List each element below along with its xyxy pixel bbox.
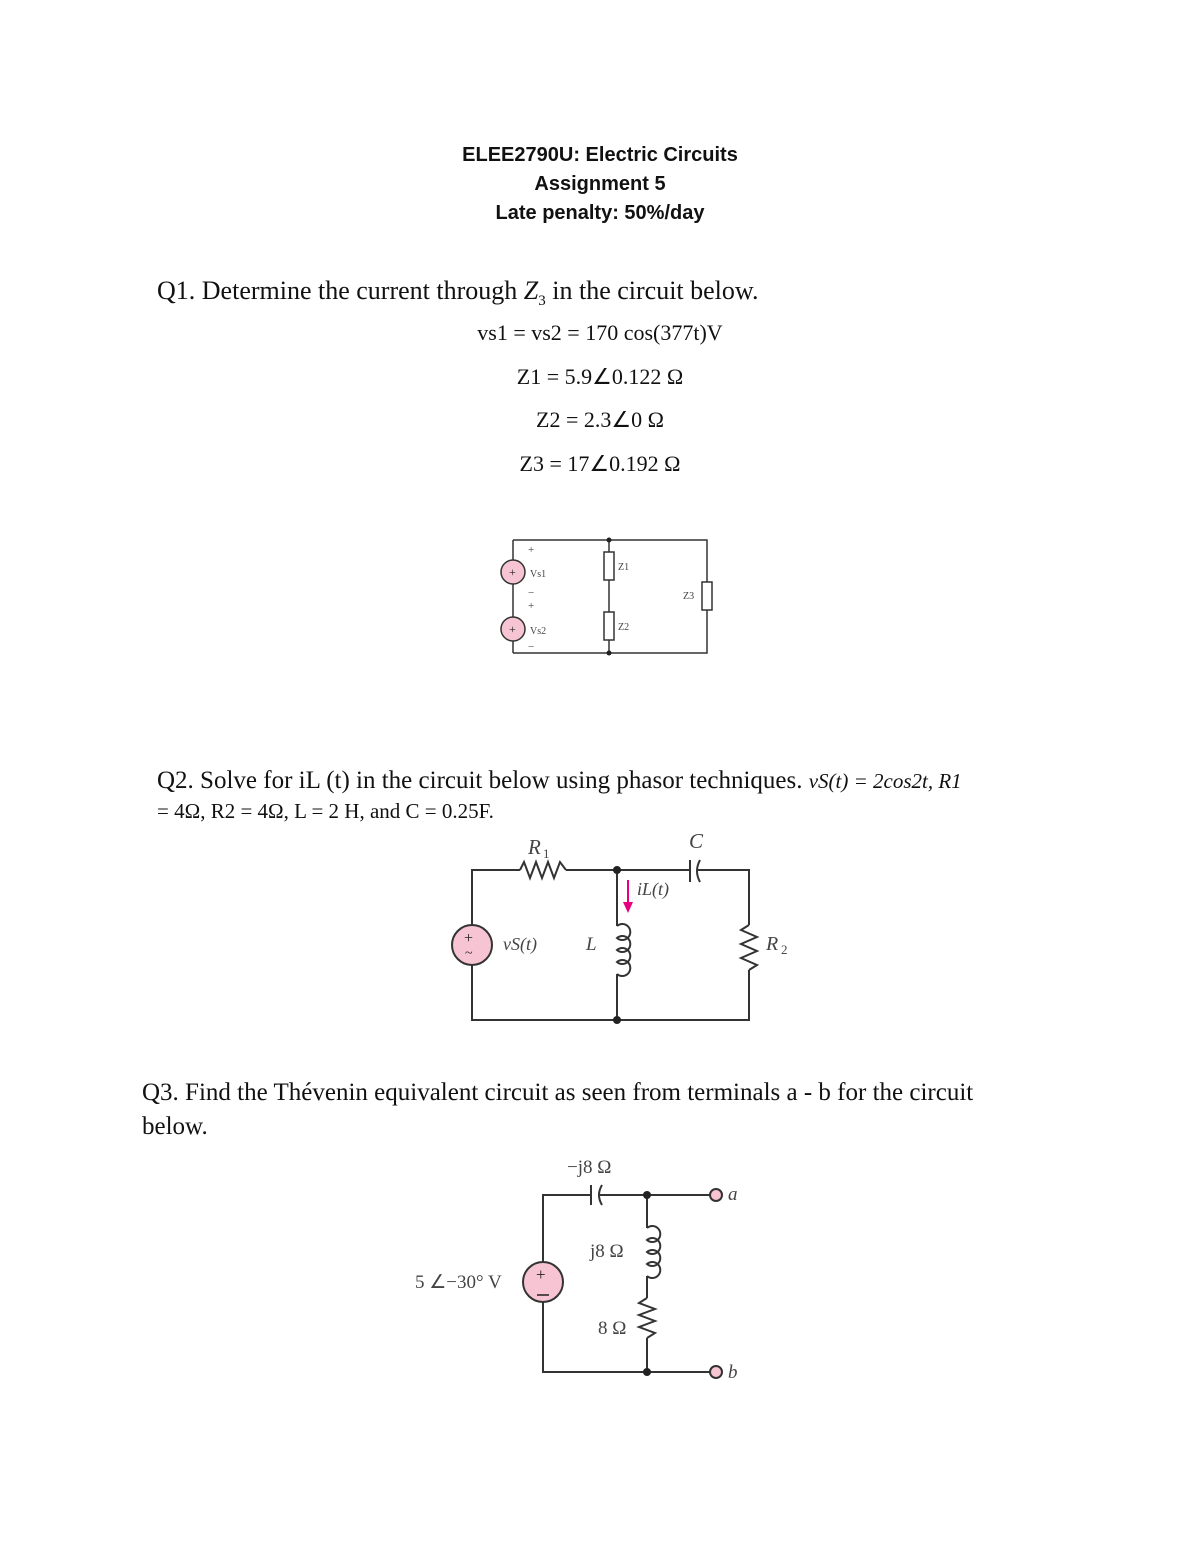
q3-terminal-a-label: a [728, 1184, 738, 1205]
q2-r1-sub: 1 [543, 846, 550, 861]
course-title: ELEE2790U: Electric Circuits [462, 144, 738, 166]
q2-il-label: iL(t) [637, 879, 670, 899]
q2-r2-label: R [766, 933, 779, 955]
q2-c-label: C [689, 829, 704, 853]
svg-text:+: + [509, 622, 516, 636]
terminal-a-icon [710, 1189, 722, 1201]
q1-z3-label: Z3 [683, 591, 695, 602]
q1-text-b: in the circuit below. [545, 276, 759, 305]
late-penalty: Late penalty: 50%/day [495, 202, 705, 224]
svg-text:~: ~ [465, 946, 473, 961]
q1-z1-label: Z1 [618, 562, 630, 573]
q2-r1-label: R [528, 835, 541, 859]
q2-text-b: vS(t) = 2cos2t, R1 [808, 769, 962, 793]
q1-plus-2: + [528, 600, 535, 612]
q1-eq-z1: Z1 = 5.9∠0.122 Ω [516, 364, 684, 389]
assignment-title: Assignment 5 [534, 173, 666, 195]
q1-minus-1: − [528, 587, 535, 599]
q3-res-label: 8 Ω [598, 1318, 627, 1339]
q1-vs1-label: Vs1 [530, 569, 547, 580]
q1-eq-z3: Z3 = 17∠0.192 Ω [519, 451, 681, 476]
q3-question-line1: Q3. Find the Thévenin equivalent circuit as seen from terminals a - b for the circuit [142, 1079, 974, 1106]
q3-source-label: 5 ∠−30° V [415, 1272, 502, 1293]
q1-text-sub: 3 [538, 293, 546, 310]
q2-question-line2: = 4Ω, R2 = 4Ω, L = 2 H, and C = 0.25F. [157, 799, 494, 823]
q3-cap-label: −j8 Ω [567, 1157, 612, 1178]
q3-ind-label: j8 Ω [590, 1241, 624, 1262]
q2-text-a: Q2. Solve for iL (t) in the circuit below using phasor techniques. [157, 767, 809, 794]
q1-text-a: Q1. Determine the current through [157, 276, 524, 305]
svg-text:+: + [536, 1265, 546, 1284]
q1-eq-z2: Z2 = 2.3∠0 Ω [536, 407, 664, 432]
q2-r2-sub: 2 [781, 942, 788, 957]
q1-vs2-label: Vs2 [530, 626, 547, 637]
terminal-b-icon [710, 1366, 722, 1378]
svg-text:+: + [464, 930, 474, 947]
q1-eq-vs: vs1 = vs2 = 170 cos(377t)V [477, 320, 723, 345]
q3-terminal-b-label: b [728, 1362, 738, 1383]
q1-z2-label: Z2 [618, 622, 630, 633]
q3-question-line2: below. [142, 1113, 208, 1140]
q1-minus-2: − [528, 641, 535, 653]
q1-text-var: Z [523, 276, 539, 305]
q1-plus-1: + [528, 544, 535, 556]
q2-vs-label: vS(t) [503, 934, 537, 954]
q2-l-label: L [586, 934, 597, 955]
svg-text:+: + [509, 565, 516, 579]
